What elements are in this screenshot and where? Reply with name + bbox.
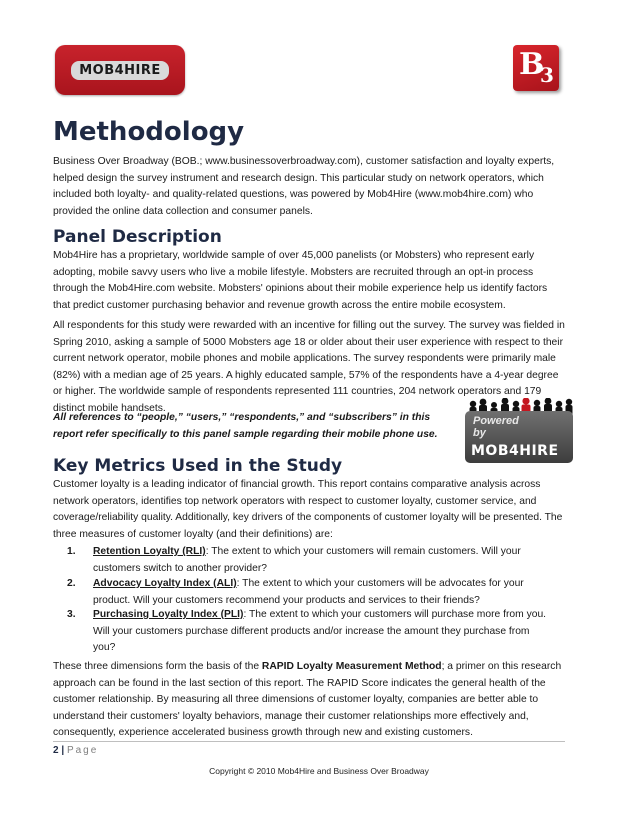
powered-brand: MOB4HIRE (471, 443, 559, 459)
bob-logo-letter: B (519, 47, 545, 82)
page-word: Page (66, 745, 99, 756)
page-number (53, 745, 98, 756)
bob-logo (513, 45, 559, 91)
methodology-paragraph: Business Over Broadway (BOB.; www.businessoverbroadway.com), customer satisfaction and loyalty experts, helped design the survey instrument and research design. This particular study on network operators, which included both loyalty- and quality-related questions, was powered by Mob4Hire (www.mob4hire.com) who provided the online data collection and consumer panels. (53, 156, 555, 217)
panel-paragraph-2: All respondents for this study were rewarded with an incentive for filling out the survey. The survey was fielded in Spring 2010, asking a sample of 5000 Mobsters age 18 or older about their user experience with respect to their current network operator, mobile phones and mobile applications. The survey respondents were primarily male (82%) with a median age of 25 years. A highly educated sample, 57% of the respondents have a 4-year degree or higher. The worldwide sample of respondents represented 111 countries, 204 network operators and 179 distinct mobile handsets. (53, 320, 565, 414)
panel-description-heading: Panel Description (53, 227, 222, 247)
page-number-value: 2 (53, 745, 59, 756)
footer-divider (53, 741, 565, 742)
key-metrics-intro: Customer loyalty is a leading indicator of financial growth. This report contains comparative analysis across network operators, identifies top network operators with respect to customer loyalty, customer service, and coverage/reliability quality. Additionally, key drivers of the components of customer loyalty will be presented. The three measures of customer loyalty (and their definitions) are: (53, 479, 563, 540)
closing-text-start: These three dimensions form the basis of the (53, 661, 262, 672)
list-item-term: Retention Loyalty (RLI) (93, 546, 206, 557)
list-item-text (93, 607, 553, 657)
list-item-number: 1. (67, 546, 76, 557)
list-item-term: Purchasing Loyalty Index (PLI) (93, 609, 244, 620)
panel-note: All references to “people,” “users,” “respondents,” and “subscribers” in this report refer specifically to this panel sample regarding their mobile phone use. (53, 412, 438, 440)
list-item-term: Advocacy Loyalty Index (ALI) (93, 578, 237, 589)
list-item-definition: : The extent to which your customers will remain customers. Will your customers switch to another provider? (93, 546, 521, 574)
rapid-method-name: RAPID Loyalty Measurement Method (261, 661, 442, 672)
page-number-separator: | (61, 745, 65, 756)
by-label: by (473, 427, 486, 439)
powered-label: Powered (473, 415, 519, 427)
list-item-definition: : The extent to which your customers will purchase more from you. Will your customers purchase different products and/or increase the amount they purchase from you? (93, 609, 547, 654)
closing-text-end: ; a primer on this research approach can be found in the last section of this report. The RAPID Score indicates the general health of the customer relationship. By measuring all three dimensions of customer loyalty, companies are better able to understand their customers' loyalty behaviors, manage their customer relationships more effectively and, consequently, experience accelerated business growth through new and existing customers. (53, 661, 562, 739)
list-item-text (93, 576, 553, 609)
methodology-heading: Methodology (53, 117, 245, 147)
mob4hire-logo (55, 45, 185, 95)
list-item-definition: : The extent to which your customers will be advocates for your product. Will your customers recommend your products and services to their friends? (93, 578, 524, 606)
key-metrics-closing (53, 659, 565, 742)
key-metrics-heading: Key Metrics Used in the Study (53, 456, 343, 476)
powered-by-mob4hire-badge (463, 398, 575, 464)
mob4hire-logo-text: MOB4HIRE (71, 61, 169, 80)
powered-by-badge-plate (465, 411, 573, 463)
copyright-notice: Copyright © 2010 Mob4Hire and Business Over Broadway (209, 766, 429, 776)
panel-paragraph-1: Mob4Hire has a proprietary, worldwide sample of over 45,000 panelists (or Mobsters) who represent early adopting, mobile savvy users who live a mobile lifestyle. Mobsters are recruited through an opt-in process through the Mob4Hire.com website. Mobsters' opinions about their mobile experience help us identify factors that predict customer purchasing behavior and revenue growth across the entire mobile ecosystem. (53, 250, 548, 311)
list-item-number: 3. (67, 609, 76, 620)
bob-logo-subscript: 3 (540, 63, 554, 87)
list-item-text (93, 544, 553, 577)
list-item-number: 2. (67, 578, 76, 589)
